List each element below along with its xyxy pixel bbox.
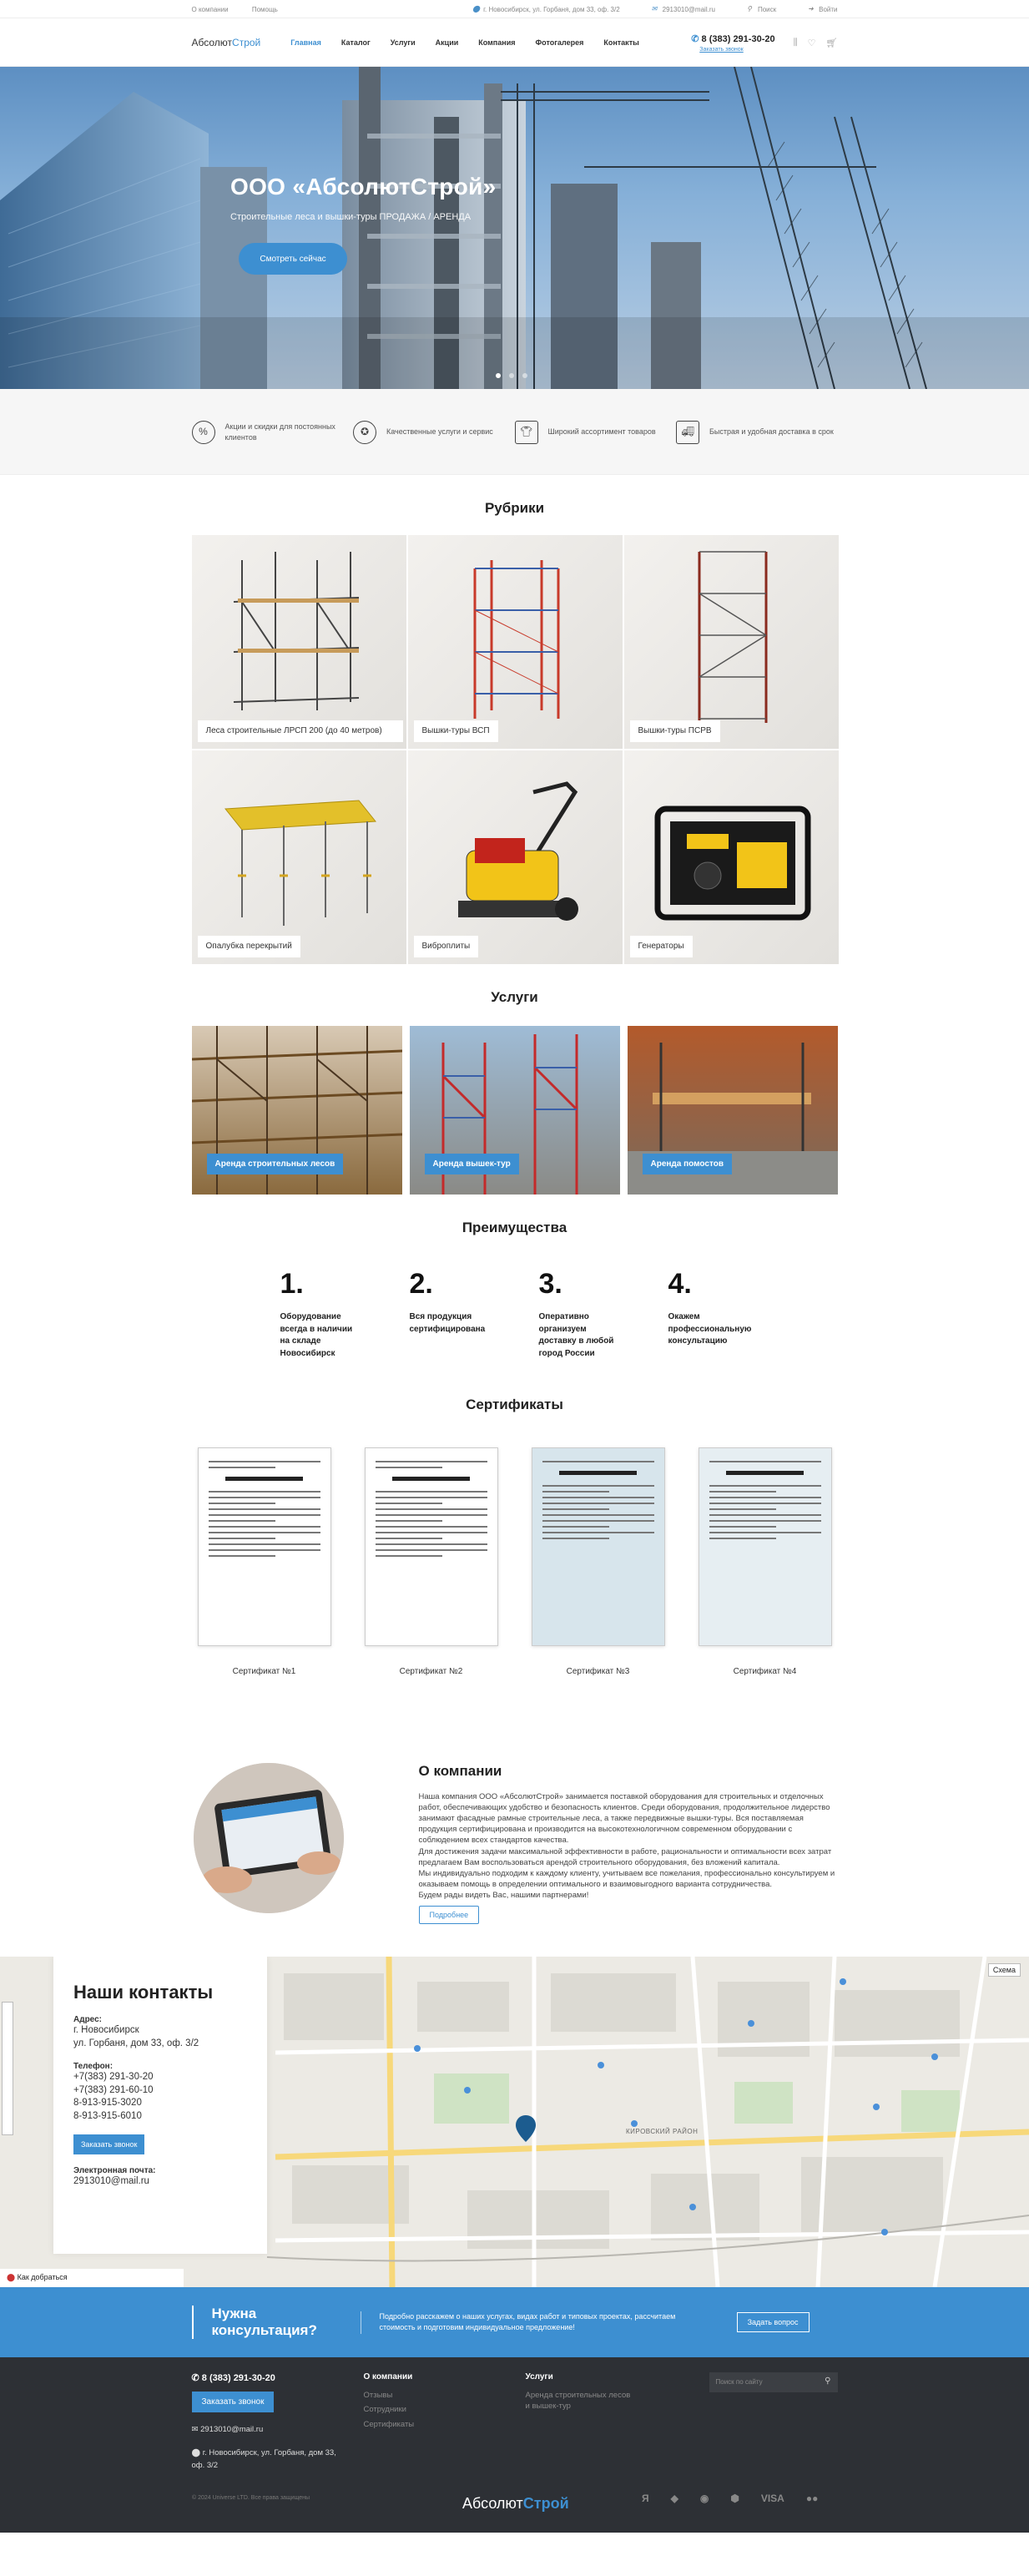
- rubric-card-vsp[interactable]: [408, 535, 623, 749]
- certificate-name: Сертификат №4: [733, 1667, 797, 1676]
- yandex-pay-icon: Я: [642, 2493, 649, 2504]
- ask-question-button[interactable]: Задать вопрос: [737, 2312, 810, 2332]
- rubrics-title: Рубрики: [484, 500, 545, 516]
- footer-callback-button[interactable]: Заказать звонок: [192, 2392, 275, 2412]
- hero-background-image: [0, 67, 1029, 389]
- about-title: О компании: [418, 1763, 502, 1779]
- topbar-help-link[interactable]: Помощь: [251, 5, 278, 13]
- site-logo[interactable]: [192, 37, 261, 48]
- topbar-email-text: 2913010@mail.ru: [662, 5, 715, 13]
- rubric-label: Леса строительные ЛРСП 200 (до 40 метров): [198, 720, 403, 742]
- map-district-label: КИРОВСКИЙ РАЙОН: [626, 2128, 699, 2135]
- features-bar: [0, 389, 1029, 475]
- service-card-towers[interactable]: [410, 1026, 620, 1195]
- formwork-image: [192, 750, 406, 964]
- service-button[interactable]: Аренда помостов: [643, 1154, 732, 1174]
- advantage-number: 2.: [409, 1268, 433, 1300]
- feature-text: Быстрая и удобная доставка в срок: [709, 427, 834, 437]
- footer-logo-b: Строй: [522, 2495, 569, 2512]
- footer-col-title: О компании: [363, 2372, 413, 2382]
- visa-icon: VISA: [760, 2493, 784, 2504]
- advantage-number: 3.: [538, 1268, 562, 1300]
- feature-item: [515, 421, 677, 444]
- footer: [0, 2357, 1029, 2533]
- rubric-label: Вышки-туры ПСРВ: [630, 720, 720, 742]
- logo-part-b: Строй: [232, 37, 261, 48]
- certificate-image: [532, 1447, 665, 1646]
- service-button[interactable]: Аренда вышек-тур: [425, 1154, 519, 1174]
- footer-logo-a: Абсолют: [462, 2495, 523, 2512]
- main-nav: [290, 38, 639, 47]
- contacts-card: [53, 1957, 267, 2254]
- certificate-name: Сертификат №2: [399, 1667, 463, 1676]
- login-icon: ➜: [808, 5, 814, 13]
- mail-icon: ✉: [191, 2425, 201, 2434]
- hero-title: ООО «АбсолютСтрой»: [230, 174, 497, 200]
- certificate-name: Сертификат №1: [232, 1667, 296, 1676]
- map-route-text: Как добраться: [17, 2273, 68, 2281]
- footer-search-placeholder: Поиск по сайту: [715, 2378, 763, 2386]
- topbar-email[interactable]: [652, 6, 715, 13]
- rubric-card-scaffold[interactable]: [192, 535, 406, 749]
- footer-link[interactable]: Сотрудники: [363, 2405, 406, 2415]
- tower-psrv-image: [624, 535, 839, 749]
- medal-icon: ✪: [353, 421, 376, 444]
- vibroplate-image: [408, 750, 623, 964]
- copyright: © 2024 Universe LTD. Все права защищены: [192, 2495, 310, 2501]
- topbar-about-link[interactable]: О компании: [191, 5, 229, 13]
- rubric-label: Вышки-туры ВСП: [414, 720, 498, 742]
- certificates-section: [0, 1360, 1029, 1676]
- phone-label: Телефон:: [73, 2062, 113, 2072]
- rubric-label: Опалубка перекрытий: [198, 936, 300, 957]
- feature-text: Качественные услуги и сервис: [386, 427, 493, 437]
- slider-dot[interactable]: [522, 373, 527, 378]
- payment-icon: ⬢: [730, 2493, 739, 2504]
- nav-item-home[interactable]: Главная: [290, 38, 321, 47]
- topbar-search[interactable]: [747, 6, 776, 13]
- service-card-scaffold[interactable]: [192, 1026, 402, 1195]
- logo-part-a: Абсолют: [191, 37, 233, 48]
- tower-vsp-image: [408, 535, 623, 749]
- advantage-number: 1.: [280, 1268, 304, 1300]
- map-zoom-control[interactable]: [2, 2002, 13, 2135]
- footer-search-input[interactable]: [709, 2372, 838, 2392]
- phone-icon: ✆: [191, 2373, 202, 2383]
- percent-icon: %: [192, 421, 215, 444]
- contact-phone[interactable]: 8-913-915-3020: [73, 2098, 142, 2109]
- nav-item-contacts[interactable]: Контакты: [603, 38, 639, 47]
- rubric-card-vibroplate[interactable]: [408, 750, 623, 964]
- footer-phone[interactable]: 8 (383) 291-30-20: [201, 2373, 275, 2383]
- rubric-card-formwork[interactable]: [192, 750, 406, 964]
- mastercard-icon: ●●: [805, 2493, 819, 2504]
- header-phone: [691, 33, 774, 53]
- advantages-title: Преимущества: [462, 1220, 567, 1235]
- topbar-address: [472, 6, 620, 13]
- certificate-image: [365, 1447, 498, 1646]
- nav-item-promo[interactable]: Акции: [435, 38, 459, 47]
- email-label: Электронная почта:: [73, 2166, 156, 2176]
- advantage-number: 4.: [668, 1268, 692, 1300]
- address-label: Адрес:: [73, 2015, 102, 2024]
- contacts-map[interactable]: [0, 1957, 1029, 2287]
- service-card-platforms[interactable]: [628, 1026, 838, 1195]
- search-icon[interactable]: ⚲: [825, 2376, 831, 2386]
- map-route-bar[interactable]: [0, 2269, 184, 2287]
- payment-icon: ◉: [699, 2493, 709, 2504]
- contact-phone[interactable]: +7(383) 291-60-10: [73, 2084, 154, 2095]
- compare-icon[interactable]: ⫼: [793, 37, 798, 48]
- advantages-section: [0, 1195, 1029, 1360]
- slider-dot[interactable]: [509, 373, 514, 378]
- certificate-image: [699, 1447, 832, 1646]
- consult-banner: [0, 2287, 1029, 2357]
- advantage-item: [539, 1270, 668, 1360]
- topbar-search-text: Поиск: [757, 5, 777, 13]
- location-icon: ⬤: [472, 5, 481, 13]
- service-button[interactable]: Аренда строительных лесов: [207, 1154, 344, 1174]
- footer-address: г. Новосибирск, ул. Горбаня, дом 33, оф. 3/2: [191, 2448, 336, 2470]
- slider-dots: [496, 373, 527, 378]
- rubric-label: Виброплиты: [414, 936, 479, 957]
- certificates-title: Сертификаты: [466, 1397, 563, 1412]
- about-image: [194, 1763, 344, 1913]
- topbar-address-text: г. Новосибирск, ул. Горбаня, дом 33, оф. 3/2: [483, 5, 620, 13]
- location-icon: ⬤: [191, 2448, 203, 2458]
- feature-item: [353, 421, 515, 444]
- feature-item: [192, 421, 354, 444]
- certificate-image: [198, 1447, 331, 1646]
- certificate-card[interactable]: [360, 1438, 503, 1676]
- pin-icon: ⬤: [7, 2273, 18, 2281]
- consult-title: Нужна консультация?: [192, 2306, 344, 2338]
- header-phone-number[interactable]: 8 (383) 291-30-20: [701, 33, 775, 44]
- feature-text: Широкий ассортимент товаров: [547, 427, 656, 437]
- rubric-card-psrv[interactable]: [624, 535, 839, 749]
- services-title: Услуги: [491, 989, 538, 1005]
- rubrics-section: [0, 475, 1029, 964]
- feature-item: [676, 421, 838, 444]
- nav-item-company[interactable]: Компания: [478, 38, 516, 47]
- advantage-text: Оперативно организуем доставку в любой город России: [538, 1312, 614, 1358]
- contact-phone[interactable]: 8-913-915-6010: [73, 2110, 142, 2121]
- advantage-item: [280, 1270, 410, 1360]
- search-icon: ⚲: [746, 5, 752, 13]
- slider-dot[interactable]: [496, 373, 501, 378]
- certificate-card[interactable]: [527, 1438, 670, 1676]
- topbar-login[interactable]: [808, 6, 837, 13]
- footer-email[interactable]: 2913010@mail.ru: [200, 2425, 264, 2434]
- footer-link[interactable]: Аренда строительных лесов и вышек-тур: [525, 2391, 631, 2412]
- rubric-label: Генераторы: [630, 936, 693, 957]
- advantage-item: [668, 1270, 798, 1360]
- contact-phone[interactable]: +7(383) 291-30-20: [73, 2072, 154, 2083]
- topbar-login-text: Войти: [819, 5, 838, 13]
- advantage-text: Окажем профессиональную консультацию: [668, 1312, 752, 1346]
- scaffold-image: [192, 535, 406, 749]
- certificate-card[interactable]: [694, 1438, 837, 1676]
- services-section: [0, 964, 1029, 1195]
- payment-icons: [642, 2493, 818, 2504]
- cart-icon[interactable]: 🛒︎: [825, 38, 838, 48]
- rubric-card-generator[interactable]: [624, 750, 839, 964]
- advantage-text: Оборудование всегда в наличии на складе Новосибирск: [280, 1312, 353, 1358]
- about-text: Наша компания ООО «АбсолютСтрой» занимается поставкой оборудования для строительных и отделочных работ, обеспечивающих удобство и безопасность клиентов. Среди оборудования, продолжительное лидерство занимают фасадные рамные строительные леса, а также передвижные вышки-туры. Вся поставляемая продукция сертифицирована и производится на высокотехнологичном современном оборудовании с соблюдением всех стандартов качества. Для достижения задачи максимальной эффективности в работе, рациональности и оптимальности всех затрат предлагаем Вам воспользоваться арендой строительного оборудования, без вложений капитала. Мы индивидуально подходим к каждому клиенту, учитываем все пожелания, профессионально консультируем и оказываем помощь в определении оптимального и взаимовыгодного варианта сотрудничества. Будем рады видеть Вас, нашими партнерами!: [418, 1792, 835, 1900]
- advantage-text: Вся продукция сертифицирована: [409, 1312, 486, 1334]
- certificate-name: Сертификат №3: [566, 1667, 630, 1676]
- about-section: [0, 1676, 1029, 1957]
- truck-icon: 🚚︎: [676, 421, 699, 444]
- generator-image: [624, 750, 839, 964]
- consult-text: Подробно расскажем о наших услугах, видах работ и типовых проектах, рассчитаем стоимость и подготовим индивидуальное предложение!: [361, 2311, 684, 2334]
- nav-item-gallery[interactable]: Фотогалерея: [535, 38, 584, 47]
- shirt-icon: 👕︎: [515, 421, 538, 444]
- topbar: [0, 0, 1029, 18]
- contacts-callback-button[interactable]: Заказать звонок: [73, 2134, 144, 2154]
- contacts-title: Наши контакты: [73, 1982, 214, 2003]
- map-layer-switch[interactable]: Схема: [988, 1963, 1021, 1977]
- contacts-email[interactable]: 2913010@mail.ru: [73, 2176, 149, 2187]
- about-more-button[interactable]: Подробнее: [419, 1906, 480, 1924]
- mail-icon: ✉: [651, 5, 658, 13]
- hero-slider: [0, 67, 1029, 389]
- phone-icon: ✆: [691, 33, 702, 44]
- footer-link[interactable]: Сертификаты: [363, 2419, 415, 2429]
- favorites-icon[interactable]: ♡: [807, 38, 816, 48]
- footer-logo[interactable]: [462, 2495, 569, 2513]
- footer-link[interactable]: Отзывы: [363, 2391, 393, 2400]
- footer-col-title: Услуги: [525, 2372, 553, 2382]
- nav-item-catalog[interactable]: Каталог: [340, 38, 371, 47]
- nav-item-services[interactable]: Услуги: [390, 38, 416, 47]
- callback-link[interactable]: Заказать звонок: [699, 46, 744, 53]
- hero-subtitle: Строительные леса и вышки-туры ПРОДАЖА / АРЕНДА: [230, 212, 472, 222]
- contacts-address: г. Новосибирск ул. Горбаня, дом 33, оф. 3/2: [73, 2025, 199, 2048]
- hero-cta-button[interactable]: Смотреть сейчас: [239, 243, 347, 275]
- header: [0, 18, 1029, 67]
- feature-text: Акции и скидки для постоянных клиентов: [224, 422, 335, 442]
- advantage-item: [410, 1270, 539, 1360]
- certificate-card[interactable]: [193, 1438, 336, 1676]
- payment-icon: ◆: [670, 2493, 678, 2504]
